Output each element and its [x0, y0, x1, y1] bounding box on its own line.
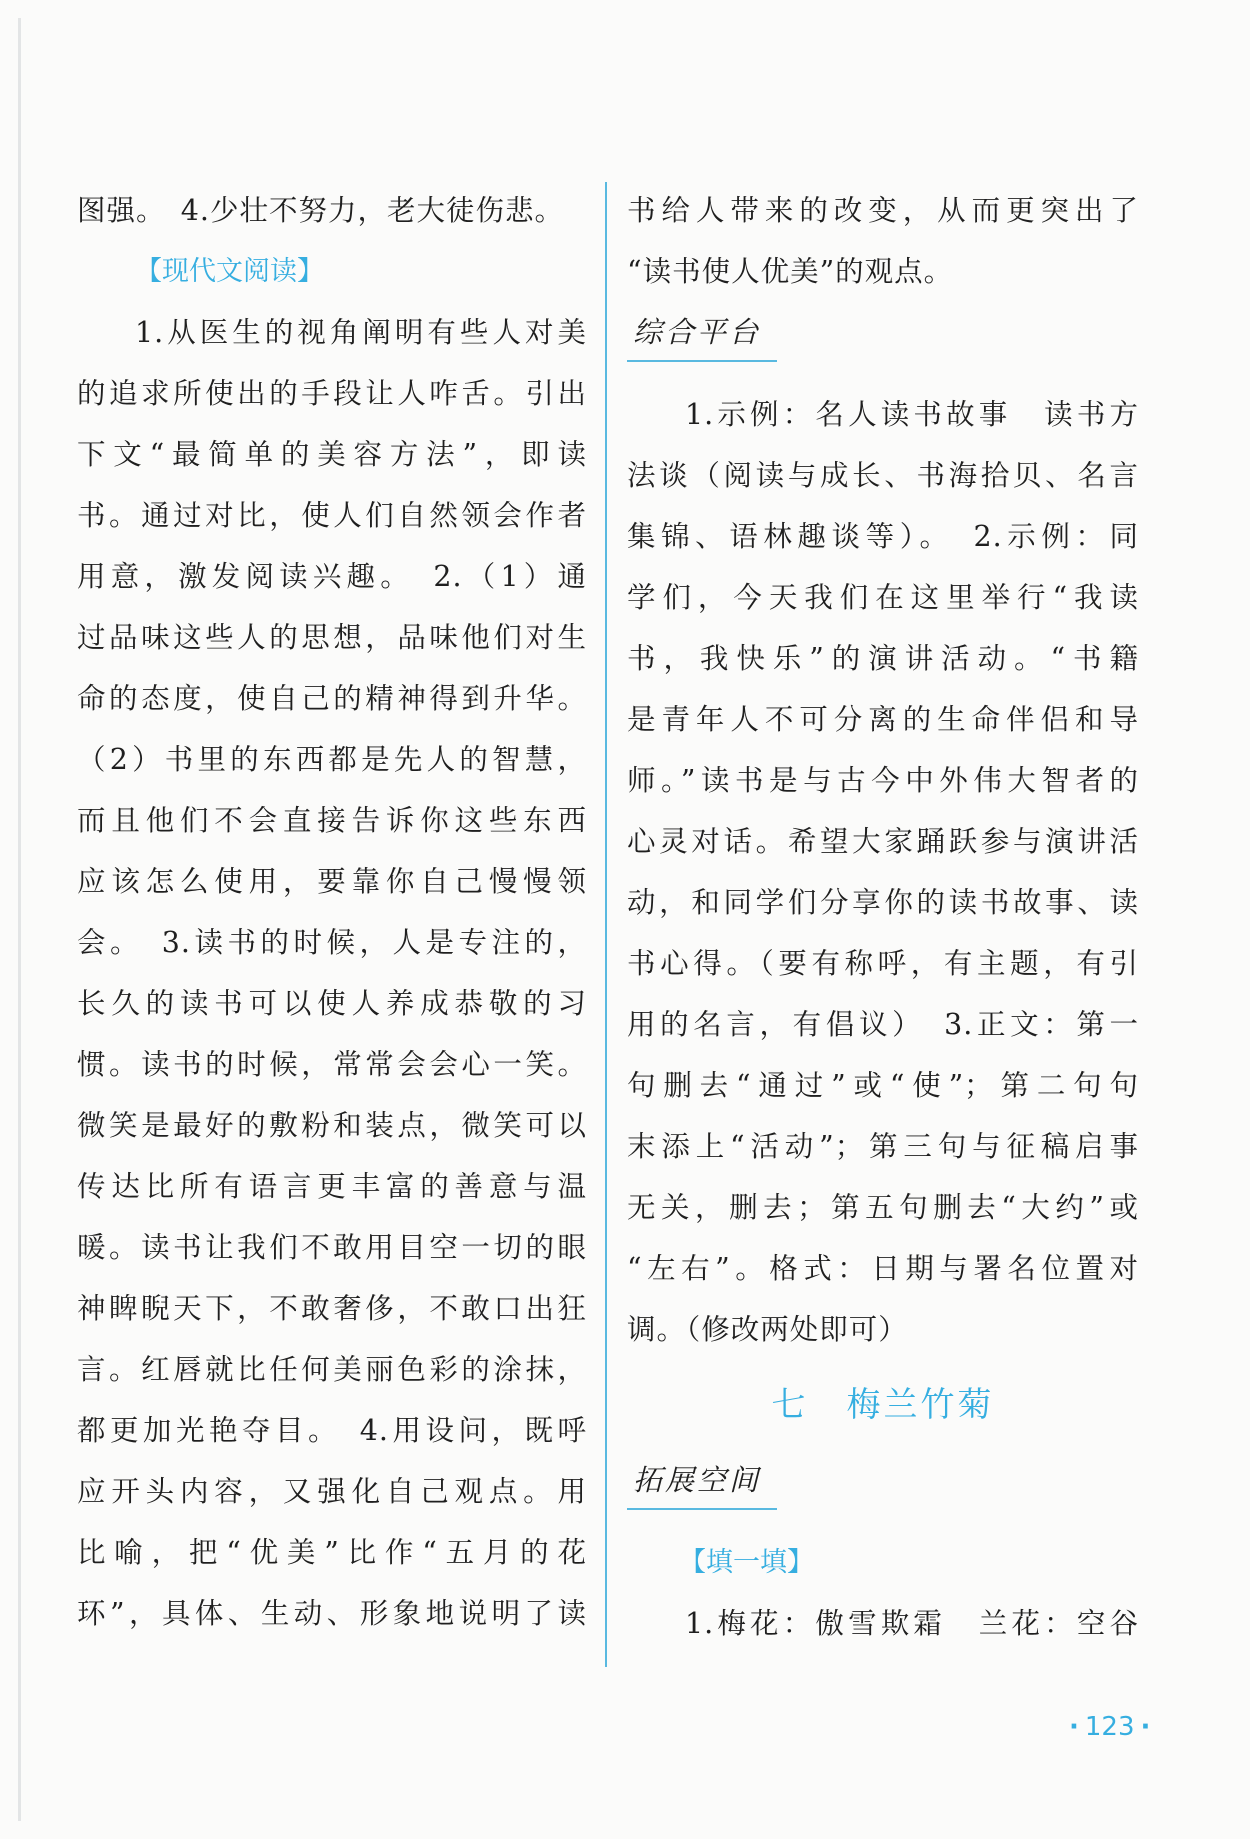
text-line: 师。”读书是与古今中外伟大智者的	[627, 764, 1139, 797]
page-number-value: 123	[1084, 1712, 1135, 1742]
text-line: 1.示例：名人读书故事 读书方	[685, 398, 1139, 431]
section-heading-text: 综合平台	[633, 315, 762, 349]
section-heading-comprehensive-platform	[627, 302, 1139, 384]
text-line: 微笑是最好的敷粉和装点，微笑可以	[77, 1109, 587, 1142]
text-line: 都更加光艳夺目。 4.用设问，既呼	[77, 1414, 587, 1447]
text-line: 书心得。（要有称呼，有主题，有引	[627, 947, 1139, 980]
left-column	[77, 180, 587, 1644]
text-line: 惯。读书的时候，常常会会心一笑。	[77, 1048, 587, 1081]
text-line: 言。红唇就比任何美丽色彩的涂抹，	[77, 1353, 587, 1386]
text-line: 暖。读书让我们不敢用目空一切的眼	[77, 1231, 587, 1264]
text-line: 比喻，把“优美”比作“五月的花	[77, 1536, 587, 1569]
text-line: 动，和同学们分享你的读书故事、读	[627, 886, 1139, 919]
text-line: 1.梅花：傲雪欺霜 兰花：空谷	[685, 1607, 1139, 1640]
text-line: 传达比所有语言更丰富的善意与温	[77, 1170, 587, 1203]
text-line: 神睥睨天下，不敢奢侈，不敢口出狂	[77, 1292, 587, 1325]
right-column	[627, 180, 1139, 1654]
text-line: 调。（修改两处即可）	[627, 1313, 908, 1346]
page-edge	[18, 18, 21, 1821]
text-line: 句删去“通过”或“使”；第二句句	[627, 1069, 1139, 1102]
text-line: 会。 3.读书的时候，人是专注的，	[77, 926, 587, 959]
text-line: 环”，具体、生动、形象地说明了读	[77, 1597, 587, 1630]
text-line: 的追求所使出的手段让人咋舌。引出	[77, 377, 587, 410]
section-label-modern-reading: 【现代文阅读】	[135, 256, 324, 287]
text-line: （2）书里的东西都是先人的智慧，	[77, 743, 587, 776]
chapter-name: 梅兰竹菊	[846, 1385, 995, 1425]
text-line: 书给人带来的改变，从而更突出了	[627, 194, 1139, 227]
heading-underline	[627, 1508, 777, 1510]
text-line: 下文“最简单的美容方法”，即读	[77, 438, 587, 471]
heading-underline	[627, 360, 777, 362]
text-line: 是青年人不可分离的生命伴侣和导	[627, 703, 1139, 736]
text-line: 1.从医生的视角阐明有些人对美	[135, 316, 587, 349]
text-line: 书，我快乐”的演讲活动。“书籍	[627, 642, 1139, 675]
section-label-fill-in: 【填一填】	[679, 1547, 814, 1578]
text-line: 书。通过对比，使人们自然领会作者	[77, 499, 587, 532]
chapter-number: 七	[771, 1385, 809, 1425]
text-line: 图强。 4.少壮不努力，老大徒伤悲。	[77, 194, 564, 227]
section-heading-extension-space	[627, 1450, 1139, 1532]
text-line: “左右”。格式：日期与署名位置对	[627, 1252, 1139, 1285]
page-number-dot-right: ·	[1140, 1712, 1151, 1742]
text-line: 用的名言，有倡议） 3.正文：第一	[627, 1008, 1139, 1041]
column-divider	[605, 182, 607, 1667]
text-line: 末添上“活动”；第三句与征稿启事	[627, 1130, 1139, 1163]
text-line: 而且他们不会直接告诉你这些东西	[77, 804, 587, 837]
text-line: 长久的读书可以使人养成恭敬的习	[77, 987, 587, 1020]
section-heading-text: 拓展空间	[633, 1463, 762, 1497]
text-line: 学们，今天我们在这里举行“我读	[627, 581, 1139, 614]
text-line: “读书使人优美”的观点。	[627, 255, 954, 288]
text-line: 集锦、语林趣谈等）。 2.示例：同	[627, 520, 1139, 553]
text-line: 命的态度，使自己的精神得到升华。	[77, 682, 587, 715]
text-line: 过品味这些人的思想，品味他们对生	[77, 621, 587, 654]
text-line: 应开头内容，又强化自己观点。用	[77, 1475, 587, 1508]
text-line: 法谈（阅读与成长、书海拾贝、名言	[627, 459, 1139, 492]
page-number-dot-left: ·	[1069, 1712, 1079, 1742]
chapter-title	[627, 1360, 1139, 1450]
text-line: 用意，激发阅读兴趣。 2.（1）通	[77, 560, 587, 593]
text-line: 无关，删去；第五句删去“大约”或	[627, 1191, 1139, 1224]
text-line: 心灵对话。希望大家踊跃参与演讲活	[627, 825, 1139, 858]
text-line: 应该怎么使用，要靠你自己慢慢领	[77, 865, 587, 898]
page-number	[1063, 1712, 1156, 1742]
